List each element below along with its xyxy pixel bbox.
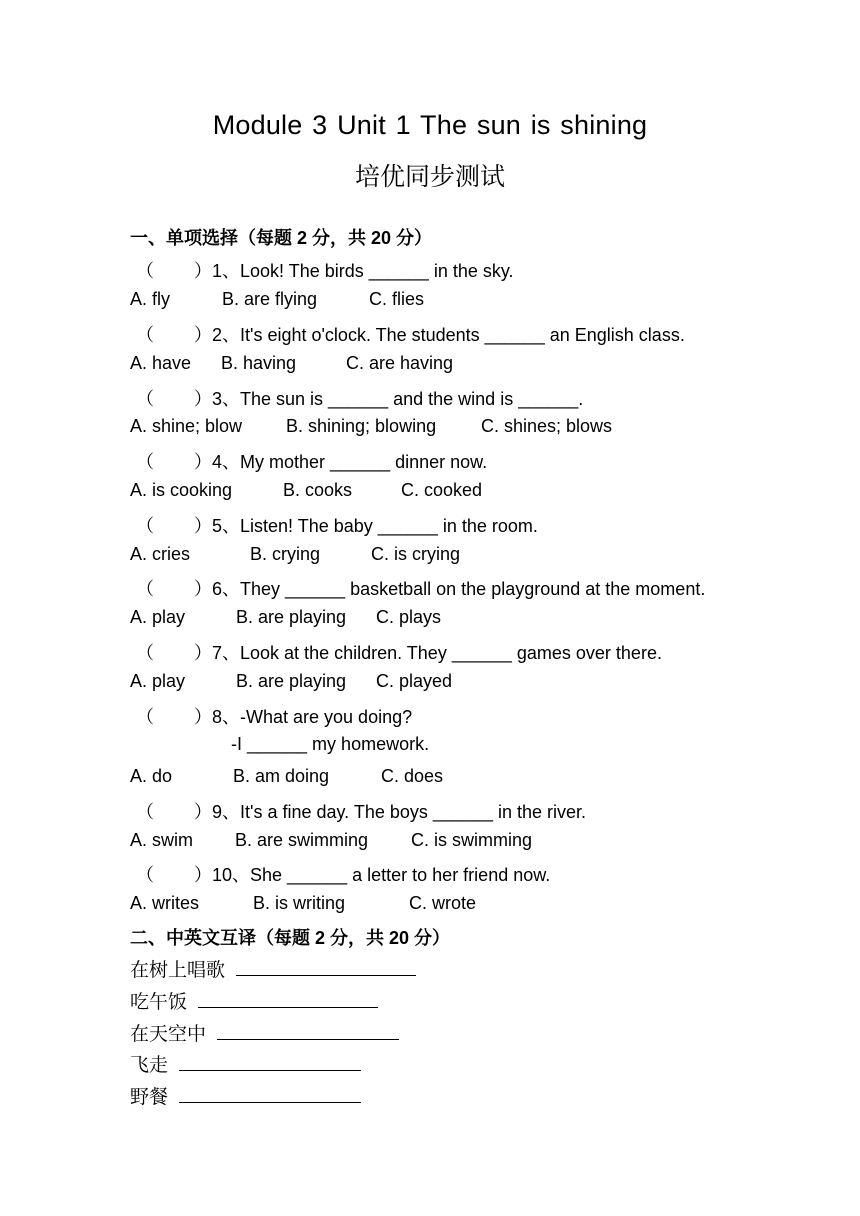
option-c[interactable]: C. is crying [371,544,461,564]
question-8: （ ）8、-What are you doing? [136,707,413,727]
option-c[interactable]: C. wrote [409,893,477,913]
options-7 [130,671,452,692]
question-8-response: -I ______ my homework. [231,734,430,754]
translation-prompt: 在树上唱歌 [130,960,226,981]
option-b[interactable]: B. crying [250,544,321,564]
question-number: 3 [212,389,223,409]
question-stem: My mother ______ dinner now. [240,452,488,472]
option-a[interactable]: A. fly [130,289,171,309]
question-number: 7 [212,643,223,663]
option-c[interactable]: C. is swimming [411,830,533,850]
options-1 [130,289,424,310]
question-number: 9 [212,802,223,822]
question-5: （ ）5、Listen! The baby ______ in the room. [136,516,538,536]
question-stem: She ______ a letter to her friend now. [250,865,551,885]
option-a[interactable]: A. cries [130,544,191,564]
option-b[interactable]: B. am doing [233,766,330,786]
question-number: 10 [212,865,233,885]
translation-prompt: 野餐 [130,1087,169,1108]
translation-prompt: 在天空中 [130,1024,207,1045]
options-3 [130,416,612,437]
option-a[interactable]: A. is cooking [130,480,233,500]
options-8 [130,766,443,787]
option-b[interactable]: B. are swimming [235,830,369,850]
translation-item-4 [130,1050,361,1077]
option-b[interactable]: B. are playing [236,671,347,691]
option-a[interactable]: A. play [130,607,186,627]
question-stem: It's eight o'clock. The students ______ an English class. [240,325,685,345]
question-stem: The sun is ______ and the wind is ______. [240,389,584,409]
translation-item-5 [130,1082,361,1109]
option-a[interactable]: A. have [130,353,192,373]
answer-blank[interactable] [236,957,416,976]
option-c[interactable]: C. played [376,671,453,691]
question-2: （ ）2、It's eight o'clock. The students ______ an English class. [136,325,685,345]
answer-blank[interactable] [198,989,378,1008]
question-number: 1 [212,261,223,281]
translation-item-1 [130,955,416,982]
option-c[interactable]: C. are having [346,353,454,373]
question-stem: Look! The birds ______ in the sky. [240,261,514,281]
question-number: 4 [212,452,223,472]
question-stem: -What are you doing? [240,707,413,727]
options-6 [130,607,441,628]
question-7: （ ）7、Look at the children. They ______ games over there. [136,643,662,663]
option-a[interactable]: A. writes [130,893,200,913]
options-2 [130,353,453,374]
option-b[interactable]: B. having [221,353,297,373]
question-stem: Listen! The baby ______ in the room. [240,516,538,536]
option-b[interactable]: B. cooks [283,480,353,500]
option-c[interactable]: C. does [381,766,444,786]
question-1: （ ）1、Look! The birds ______ in the sky. [136,261,514,281]
option-b[interactable]: B. are flying [222,289,318,309]
translation-prompt: 飞走 [130,1055,169,1076]
option-c[interactable]: C. cooked [401,480,483,500]
options-10 [130,893,476,914]
page-subtitle: 培优同步测试 [354,163,505,191]
question-stem: It's a fine day. The boys ______ in the river. [240,802,586,822]
question-number: 8 [212,707,223,727]
question-6: （ ）6、They ______ basketball on the playground at the moment. [136,579,706,599]
question-number: 6 [212,579,223,599]
option-c[interactable]: C. flies [369,289,425,309]
question-stem: They ______ basketball on the playground at the moment. [240,579,706,599]
option-a[interactable]: A. play [130,671,186,691]
question-10: （ ）10、She ______ a letter to her friend now. [136,865,551,885]
translation-item-3 [130,1019,399,1046]
section-1-title: 一、单项选择（每题 2 分，共 20 分） [130,228,433,248]
translation-prompt: 吃午饭 [130,992,188,1013]
question-number: 2 [212,325,223,345]
options-9 [130,830,532,851]
question-3: （ ）3、The sun is ______ and the wind is ______. [136,389,584,409]
option-a[interactable]: A. do [130,766,173,786]
question-number: 5 [212,516,223,536]
section-2-title: 二、中英文互译（每题 2 分，共 20 分） [130,928,451,948]
page-title: Module 3 Unit 1 The sun is shining [212,110,648,140]
translation-item-2 [130,987,378,1014]
option-b[interactable]: B. are playing [236,607,347,627]
answer-blank[interactable] [179,1084,361,1103]
question-stem: Look at the children. They ______ games over there. [240,643,662,663]
option-a[interactable]: A. shine; blow [130,416,243,436]
option-b[interactable]: B. shining; blowing [286,416,437,436]
answer-blank[interactable] [179,1052,361,1071]
option-a[interactable]: A. swim [130,830,193,850]
answer-blank[interactable] [217,1021,399,1040]
question-9: （ ）9、It's a fine day. The boys ______ in the river. [136,802,586,822]
options-5 [130,544,460,565]
options-4 [130,480,482,501]
question-4: （ ）4、My mother ______ dinner now. [136,452,488,472]
option-c[interactable]: C. shines; blows [481,416,613,436]
option-b[interactable]: B. is writing [253,893,346,913]
option-c[interactable]: C. plays [376,607,442,627]
